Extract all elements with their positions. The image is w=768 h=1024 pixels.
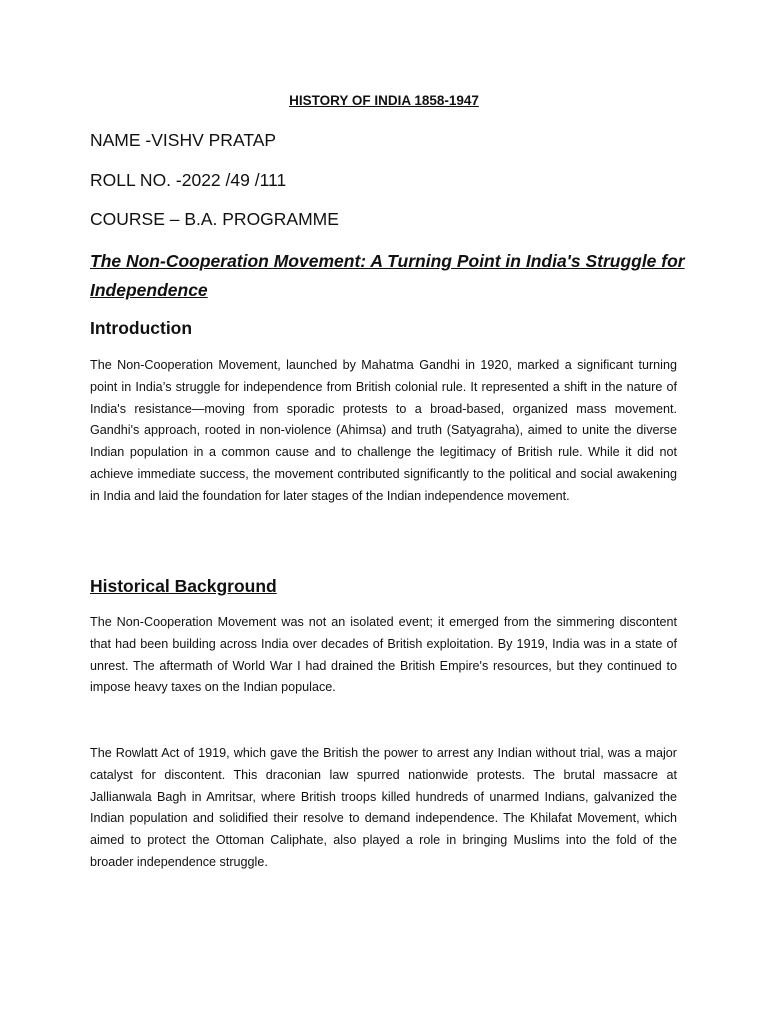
roll-number-line: ROLL NO. -2022 /49 /111 [90,170,287,190]
historical-background-paragraph-2: The Rowlatt Act of 1919, which gave the British the power to arrest any Indian without trial, was a major catalyst for discontent. This draconian law spurred nationwide protests. The brutal massacre at Jallianwala Bagh in Amritsar, where British troops killed hundreds of unarmed Indians, galvanized the Indian population and solidified their resolve to demand independence. The Khilafat Movement, which aimed to protect the Ottoman Caliphate, also played a role in bringing Muslims into the fold of the broader independence struggle. [90,746,677,869]
historical-background-heading: Historical Background [90,576,277,596]
essay-title: The Non-Cooperation Movement: A Turning Point in India's Struggle for Independence [90,251,685,300]
introduction-paragraph: The Non-Cooperation Movement, launched by Mahatma Gandhi in 1920, marked a significant turning point in India’s struggle for independence from British colonial rule. It represented a shift in the nature of India's resistance—moving from sporadic protests to a broad-based, organized mass movement. Gandhi's approach, rooted in non-violence (Ahimsa) and truth (Satyagraha), aimed to unite the diverse Indian population in a common cause and to challenge the legitimacy of British rule. While it did not achieve immediate success, the movement contributed significantly to the political and social awakening in India and laid the foundation for later stages of the Indian independence movement. [90,358,677,503]
introduction-heading: Introduction [90,318,193,338]
historical-background-paragraph-1: The Non-Cooperation Movement was not an isolated event; it emerged from the simmering discontent that had been building across India over decades of British exploitation. By 1919, India was in a state of unrest. The aftermath of World War I had drained the British Empire's resources, but they continued to impose heavy taxes on the Indian populace. [90,615,677,695]
student-name-line: NAME -VISHV PRATAP [90,130,277,150]
course-line: COURSE – B.A. PROGRAMME [90,209,339,229]
document-header-title: HISTORY OF INDIA 1858-1947 [289,93,479,108]
